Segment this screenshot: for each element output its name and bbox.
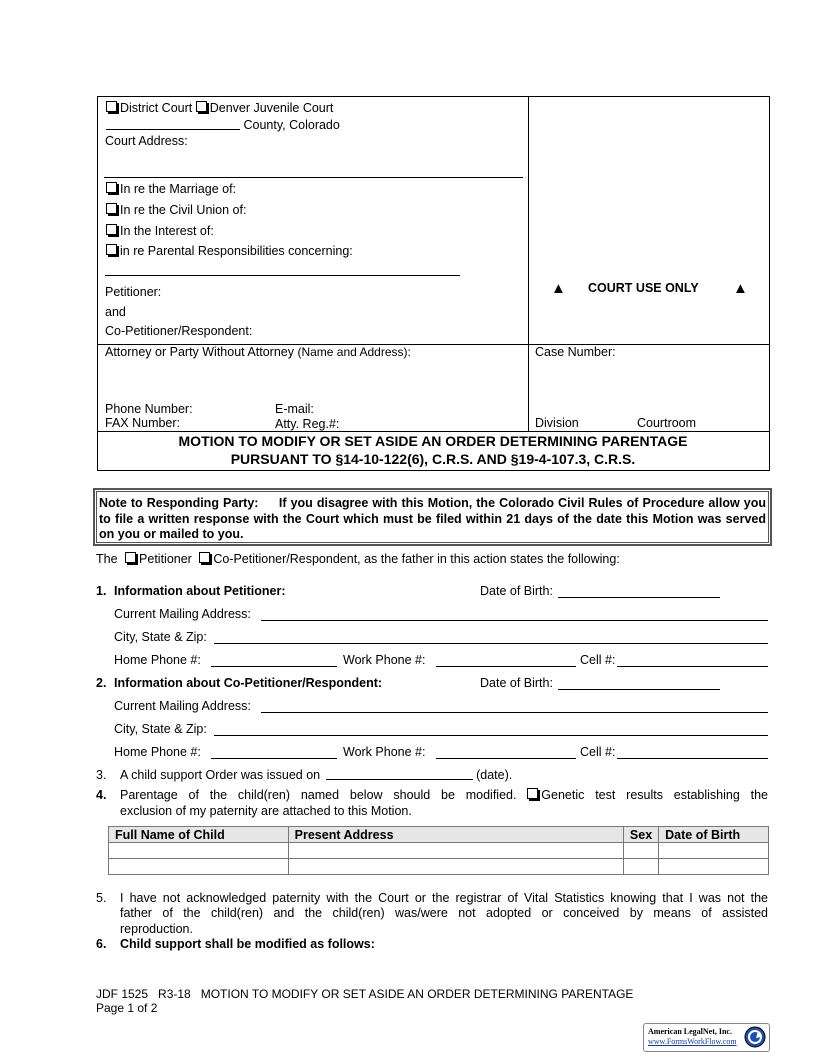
footer-form-id: JDF 1525 R3-18 MOTION TO MODIFY OR SET ASIDE AN ORDER DETERMINING PARENTAGE bbox=[96, 987, 634, 1001]
caption-title-rule bbox=[97, 431, 769, 432]
caption-divider bbox=[528, 96, 529, 432]
in-re-marriage-label: In re the Marriage of: bbox=[120, 182, 237, 196]
courtroom-label: Courtroom bbox=[637, 416, 697, 430]
item4-text2: Genetic test results establishing the bbox=[541, 788, 768, 802]
in-re-marriage bbox=[106, 182, 236, 196]
section2-dob-label: Date of Birth: bbox=[480, 676, 553, 690]
table-row bbox=[109, 843, 769, 859]
table-cell[interactable] bbox=[659, 843, 769, 859]
section1-dob-input[interactable] bbox=[558, 597, 720, 598]
in-re-civil-union-label: In re the Civil Union of: bbox=[120, 203, 247, 217]
section1-city-label: City, State & Zip: bbox=[114, 630, 207, 644]
juvenile-court-label: Denver Juvenile Court bbox=[209, 101, 334, 115]
children-table-header bbox=[109, 827, 769, 843]
logo-line2: www.FormsWorkFlow.com bbox=[648, 1037, 737, 1046]
column-header-sex: Sex bbox=[623, 827, 658, 843]
intro-petitioner-checkbox[interactable] bbox=[125, 552, 136, 563]
in-re-interest-label: In the Interest of: bbox=[120, 224, 214, 238]
court-address-label: Court Address: bbox=[105, 134, 188, 148]
phone-label: Phone Number: bbox=[105, 402, 193, 416]
intro-co-petitioner-checkbox[interactable] bbox=[199, 552, 210, 563]
item5-line2: father of the child(ren) and the child(ren) was/were not adopted or conceived by means of assisted bbox=[120, 906, 768, 920]
item6-number: 6. bbox=[96, 937, 107, 951]
item4-line1 bbox=[120, 788, 768, 802]
county-label: County, Colorado bbox=[243, 118, 340, 132]
section1-cell-label: Cell #: bbox=[580, 653, 616, 667]
in-re-parental-checkbox[interactable] bbox=[106, 244, 117, 255]
item4-number: 4. bbox=[96, 788, 107, 802]
note-box bbox=[93, 488, 772, 546]
section2-cell-input[interactable] bbox=[617, 758, 768, 759]
county-row bbox=[106, 118, 340, 132]
section1-mailing-label: Current Mailing Address: bbox=[114, 607, 251, 621]
item6-text: Child support shall be modified as follows: bbox=[120, 937, 375, 951]
in-re-interest bbox=[106, 224, 214, 238]
co-petitioner-label: Co-Petitioner/Respondent: bbox=[105, 324, 253, 338]
section2-cell-label: Cell #: bbox=[580, 745, 616, 759]
fax-label: FAX Number: bbox=[105, 416, 181, 430]
juvenile-court-checkbox[interactable] bbox=[196, 101, 207, 112]
table-cell[interactable] bbox=[623, 859, 658, 875]
logo-globe-icon bbox=[744, 1026, 766, 1048]
attorney-label-sub: (Name and Address): bbox=[297, 345, 411, 359]
in-re-marriage-checkbox[interactable] bbox=[106, 182, 117, 193]
table-cell[interactable] bbox=[109, 859, 289, 875]
case-number-label: Case Number: bbox=[535, 345, 616, 359]
intro-the: The bbox=[96, 552, 118, 566]
court-address-rule bbox=[104, 177, 523, 178]
column-header-date-of-birth: Date of Birth bbox=[659, 827, 769, 843]
section2-heading: Information about Co-Petitioner/Respondent: bbox=[114, 676, 383, 690]
section2-city-label: City, State & Zip: bbox=[114, 722, 207, 736]
district-court-checkbox[interactable] bbox=[106, 101, 117, 112]
section1-dob-label: Date of Birth: bbox=[480, 584, 553, 598]
genetic-test-checkbox[interactable] bbox=[527, 788, 538, 799]
email-label: E-mail: bbox=[275, 402, 314, 416]
note-body: If you disagree with this Motion, the Colorado Civil Rules of Procedure allow you to file a written response with the Court which must be filed within 21 days of the date this Motion was served on you or mailed to you. bbox=[99, 496, 766, 541]
and-label: and bbox=[105, 305, 126, 319]
page-title-line1: MOTION TO MODIFY OR SET ASIDE AN ORDER DETERMINING PARENTAGE bbox=[178, 433, 688, 449]
county-input[interactable] bbox=[106, 118, 240, 130]
court-type-row bbox=[106, 101, 333, 115]
section2-dob-input[interactable] bbox=[558, 689, 720, 690]
section1-heading: Information about Petitioner: bbox=[114, 584, 286, 598]
in-re-parental-label: in re Parental Responsibilities concerning: bbox=[120, 244, 353, 258]
note-label: Note to Responding Party: bbox=[99, 496, 259, 510]
in-re-interest-checkbox[interactable] bbox=[106, 224, 117, 235]
section1-work-label: Work Phone #: bbox=[343, 653, 426, 667]
item3-number: 3. bbox=[96, 768, 107, 782]
section2-work-label: Work Phone #: bbox=[343, 745, 426, 759]
item5-line3: reproduction. bbox=[120, 922, 193, 936]
item3-text: A child support Order was issued on bbox=[120, 768, 321, 782]
table-cell[interactable] bbox=[288, 859, 623, 875]
table-cell[interactable] bbox=[659, 859, 769, 875]
footer-page-number: Page 1 of 2 bbox=[96, 1001, 158, 1015]
page-title-line2: PURSUANT TO §14-10-122(6), C.R.S. AND §19-4-107.3, C.R.S. bbox=[230, 451, 636, 467]
section2-home-input[interactable] bbox=[211, 758, 337, 759]
column-header-full-name: Full Name of Child bbox=[109, 827, 289, 843]
column-header-present-address: Present Address bbox=[288, 827, 623, 843]
item3-row bbox=[120, 768, 512, 782]
table-cell[interactable] bbox=[623, 843, 658, 859]
note-text bbox=[96, 491, 769, 543]
section1-city-input[interactable] bbox=[214, 643, 768, 644]
item5-number: 5. bbox=[96, 891, 107, 905]
footer-logo bbox=[643, 1023, 770, 1052]
table-row bbox=[109, 859, 769, 875]
triangle-left-icon: ▲ bbox=[551, 280, 566, 297]
item5-line1: I have not acknowledged paternity with the Court or the registrar of Vital Statistics knowing that I was not the bbox=[120, 891, 768, 905]
party-name-line[interactable] bbox=[105, 275, 460, 276]
section1-work-input[interactable] bbox=[436, 666, 576, 667]
in-re-civil-union-checkbox[interactable] bbox=[106, 203, 117, 214]
item3-suffix: (date). bbox=[476, 768, 513, 782]
attorney-label bbox=[105, 345, 411, 359]
section2-city-input[interactable] bbox=[214, 735, 768, 736]
district-court-label: District Court bbox=[120, 101, 193, 115]
atty-reg-label: Atty. Reg.#: bbox=[275, 417, 340, 431]
court-use-only-label: COURT USE ONLY bbox=[588, 281, 699, 295]
intro-co-petitioner-label: Co-Petitioner/Respondent, as the father in this action states the following: bbox=[213, 552, 620, 566]
section2-work-input[interactable] bbox=[436, 758, 576, 759]
triangle-right-icon: ▲ bbox=[733, 280, 748, 297]
section1-home-label: Home Phone #: bbox=[114, 653, 201, 667]
section1-cell-input[interactable] bbox=[617, 666, 768, 667]
in-re-parental bbox=[106, 244, 353, 258]
table-cell[interactable] bbox=[288, 843, 623, 859]
section2-number: 2. bbox=[96, 676, 107, 690]
division-label: Division bbox=[535, 416, 579, 430]
child-support-date-input[interactable] bbox=[326, 768, 473, 780]
section2-mailing-label: Current Mailing Address: bbox=[114, 699, 251, 713]
petitioner-label: Petitioner: bbox=[105, 285, 162, 299]
attorney-label-main: Attorney or Party Without Attorney bbox=[105, 345, 294, 359]
section1-mailing-input[interactable] bbox=[261, 620, 768, 621]
logo-line1: American LegalNet, Inc. bbox=[648, 1027, 732, 1036]
in-re-civil-union bbox=[106, 203, 246, 217]
item4-text1: Parentage of the child(ren) named below should be modified. bbox=[120, 788, 517, 802]
section1-home-input[interactable] bbox=[211, 666, 337, 667]
section2-home-label: Home Phone #: bbox=[114, 745, 201, 759]
item4-line2: exclusion of my paternity are attached to this Motion. bbox=[120, 804, 412, 818]
intro-petitioner-label: Petitioner bbox=[139, 552, 192, 566]
intro-row bbox=[96, 552, 620, 566]
section2-mailing-input[interactable] bbox=[261, 712, 768, 713]
children-table bbox=[108, 826, 769, 875]
table-cell[interactable] bbox=[109, 843, 289, 859]
section1-number: 1. bbox=[96, 584, 107, 598]
